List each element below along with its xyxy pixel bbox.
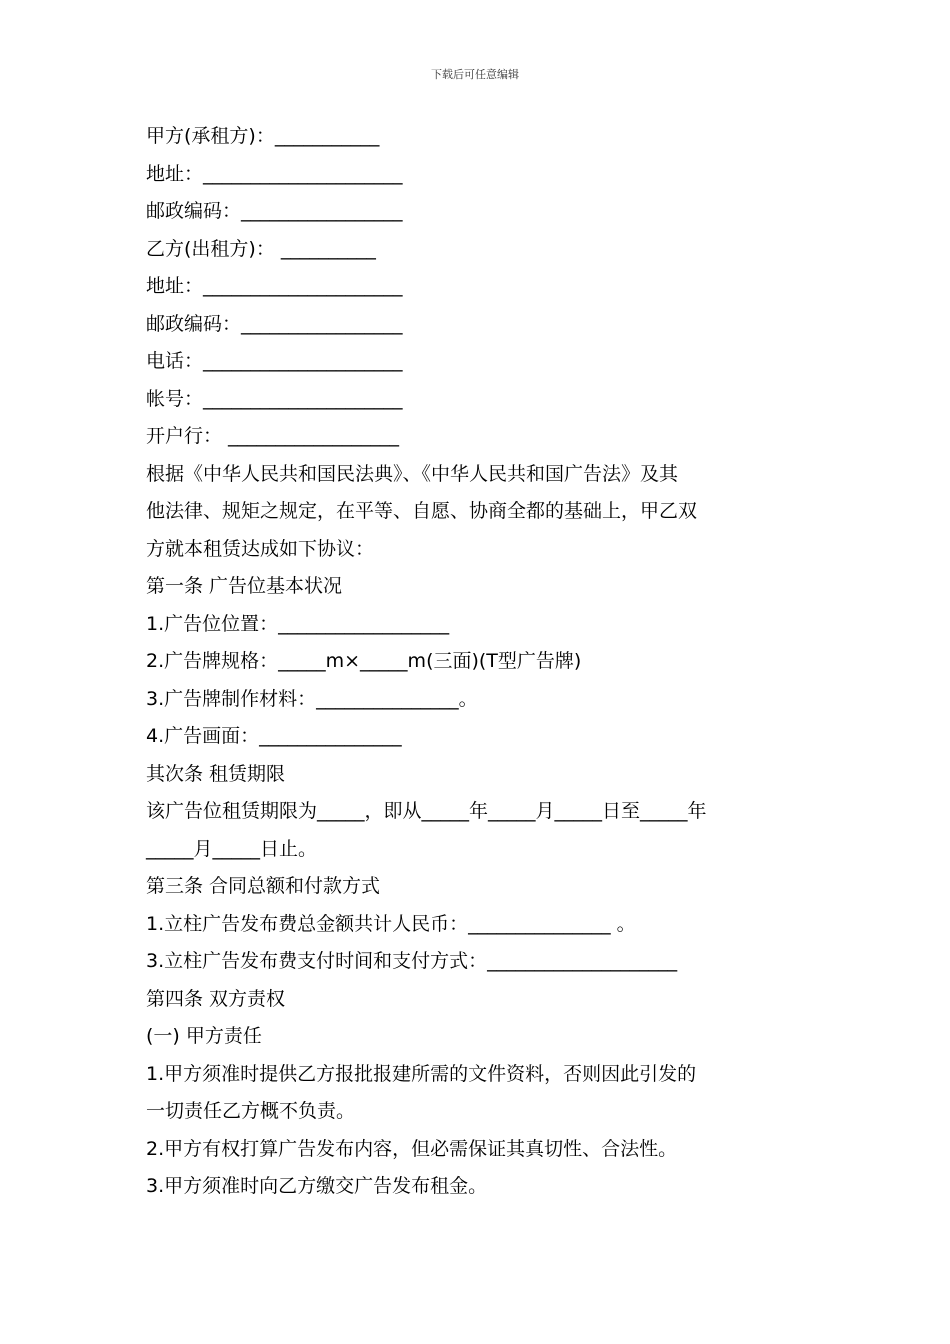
party-a-address-line: 地址：_____________________ bbox=[146, 162, 403, 185]
section-item: 3.甲方须准时向乙方缴交广告发布租金。 bbox=[146, 1175, 488, 1197]
section-subtitle: (一) 甲方责任 bbox=[146, 1025, 262, 1047]
section-text-line: 该广告位租赁期限为_____，即从_____年_____月_____日至_____年 bbox=[146, 800, 707, 822]
section-item: 2.广告牌规格：_____m×_____m(三面)(T型广告牌) bbox=[146, 650, 582, 672]
section-item: 1.立柱广告发布费总金额共计人民币：_______________ 。 bbox=[146, 912, 636, 935]
section-item: 3.广告牌制作材料：_______________。 bbox=[146, 687, 478, 710]
party-b-phone-line: 电话：_____________________ bbox=[146, 350, 403, 372]
section-item: 2.甲方有权打算广告发布内容，但必需保证其真切性、合法性。 bbox=[146, 1137, 678, 1160]
page-header-note: 下载后可任意编辑 bbox=[431, 68, 519, 81]
intro-line: 他法律、规矩之规定，在平等、自愿、协商全都的基础上，甲乙双 bbox=[146, 500, 698, 522]
party-b-postcode-line: 邮政编码：_________________ bbox=[146, 312, 403, 335]
section-text-line: _____月_____日止。 bbox=[146, 837, 318, 860]
party-b-account-line: 帐号：_____________________ bbox=[146, 387, 403, 410]
party-b-line: 乙方(出租方)： __________ bbox=[146, 237, 376, 260]
section-title: 第四条 双方责权 bbox=[146, 987, 286, 1010]
party-a-line: 甲方(承租方)：___________ bbox=[146, 125, 380, 147]
section-title: 其次条 租赁期限 bbox=[146, 762, 286, 785]
section-item: 1.甲方须准时提供乙方报批报建所需的文件资料，否则因此引发的 bbox=[146, 1062, 697, 1085]
party-b-bank-line: 开户行： __________________ bbox=[146, 425, 400, 447]
intro-line: 根据《中华人民共和国民法典》、《中华人民共和国广告法》及其 bbox=[146, 462, 679, 485]
party-b-address-line: 地址：_____________________ bbox=[146, 275, 403, 297]
section-item-continued: 一切责任乙方概不负责。 bbox=[146, 1100, 356, 1122]
party-a-postcode-line: 邮政编码：_________________ bbox=[146, 200, 403, 222]
section-title: 第一条 广告位基本状况 bbox=[146, 575, 343, 597]
intro-line: 方就本租赁达成如下协议： bbox=[146, 537, 375, 560]
section-item: 4.广告画面：_______________ bbox=[146, 725, 402, 747]
section-title: 第三条 合同总额和付款方式 bbox=[146, 875, 381, 897]
section-item: 3.立柱广告发布费支付时间和支付方式：____________________ bbox=[146, 950, 678, 972]
contract-body bbox=[146, 118, 810, 1206]
section-item: 1.广告位位置：__________________ bbox=[146, 612, 450, 635]
